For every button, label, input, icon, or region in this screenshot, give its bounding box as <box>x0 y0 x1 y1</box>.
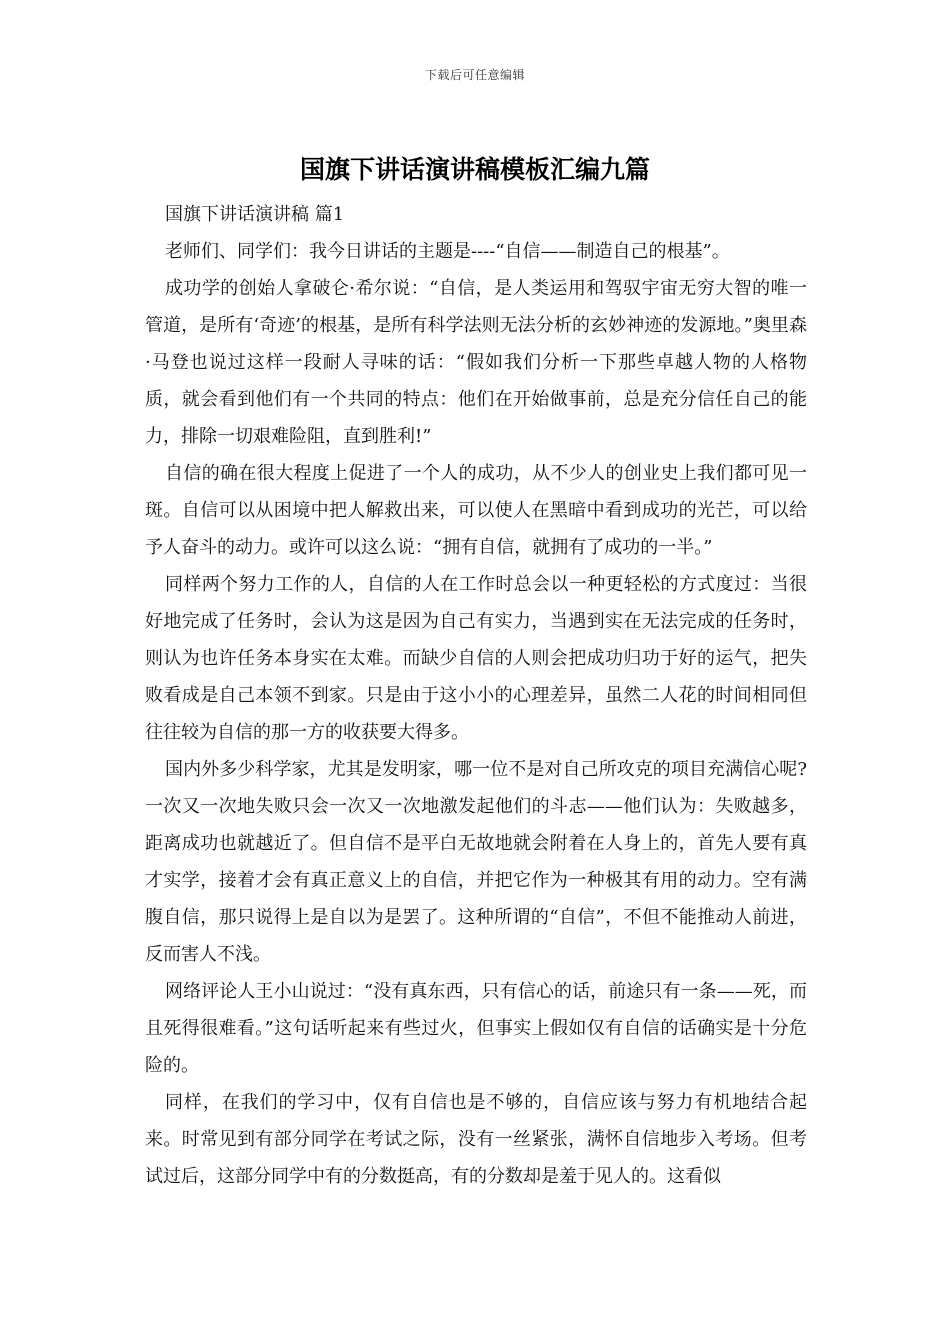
paragraph-5: 国内外多少科学家，尤其是发明家，哪一位不是对自己所攻克的项目充满信心呢?一次又一次地失败只会一次又一次地激发起他们的斗志——他们认为：失败越多，距离成功也就越近了。但自信不是平白无故地就会附着在人身上的，首先人要有真才实学，接着才会有真正意义上的自信，并把它作为一种极其有用的动力。空有满腹自信，那只说得上是自以为是罢了。这种所谓的“自信”，不但不能推动人前进，反而害人不浅。 <box>145 759 807 965</box>
document-body <box>145 196 807 1195</box>
paragraph-3: 自信的确在很大程度上促进了一个人的成功，从不少人的创业史上我们都可见一斑。自信可以从困境中把人解救出来，可以使人在黑暗中看到成功的光芒，可以给予人奋斗的动力。或许可以这么说：“拥有自信，就拥有了成功的一半。” <box>145 463 807 558</box>
paragraph-7: 同样，在我们的学习中，仅有自信也是不够的，自信应该与努力有机地结合起来。时常见到有部分同学在考试之际，没有一丝紧张，满怀自信地步入考场。但考试过后，这部分同学中有的分数挺高，有的分数却是羞于见人的。这看似 <box>145 1092 807 1187</box>
paragraph-4: 同样两个努力工作的人，自信的人在工作时总会以一种更轻松的方式度过：当很好地完成了任务时，会认为这是因为自己有实力，当遇到实在无法完成的任务时，则认为也许任务本身实在太难。而缺少自信的人则会把成功归功于好的运气，把失败看成是自己本领不到家。只是由于这小小的心理差异，虽然二人花的时间相同但往往较为自信的那一方的收获要大得多。 <box>145 574 807 743</box>
section-subtitle: 国旗下讲话演讲稿 篇1 <box>165 204 345 225</box>
paragraph-2: 成功学的创始人拿破仑·希尔说：“自信，是人类运用和驾驭宇宙无穷大智的唯一管道，是所有‘奇迹’的根基，是所有科学法则无法分析的玄妙神迹的发源地。”奥里森·马登也说过这样一段耐人寻味的话：“假如我们分析一下那些卓越人物的人格物质，就会看到他们有一个共同的特点：他们在开始做事前，总是充分信任自己的能力，排除一切艰难险阻，直到胜利!” <box>145 278 807 447</box>
paragraph-1: 老师们、同学们：我今日讲话的主题是----“自信——制造自己的根基”。 <box>165 241 730 262</box>
paragraph-6: 网络评论人王小山说过：“没有真东西，只有信心的话，前途只有一条——死，而且死得很难看。”这句话听起来有些过火，但事实上假如仅有自信的话确实是十分危险的。 <box>145 981 807 1076</box>
header-note: 下载后可任意编辑 <box>424 68 525 82</box>
document-title: 国旗下讲话演讲稿模板汇编九篇 <box>299 155 650 184</box>
